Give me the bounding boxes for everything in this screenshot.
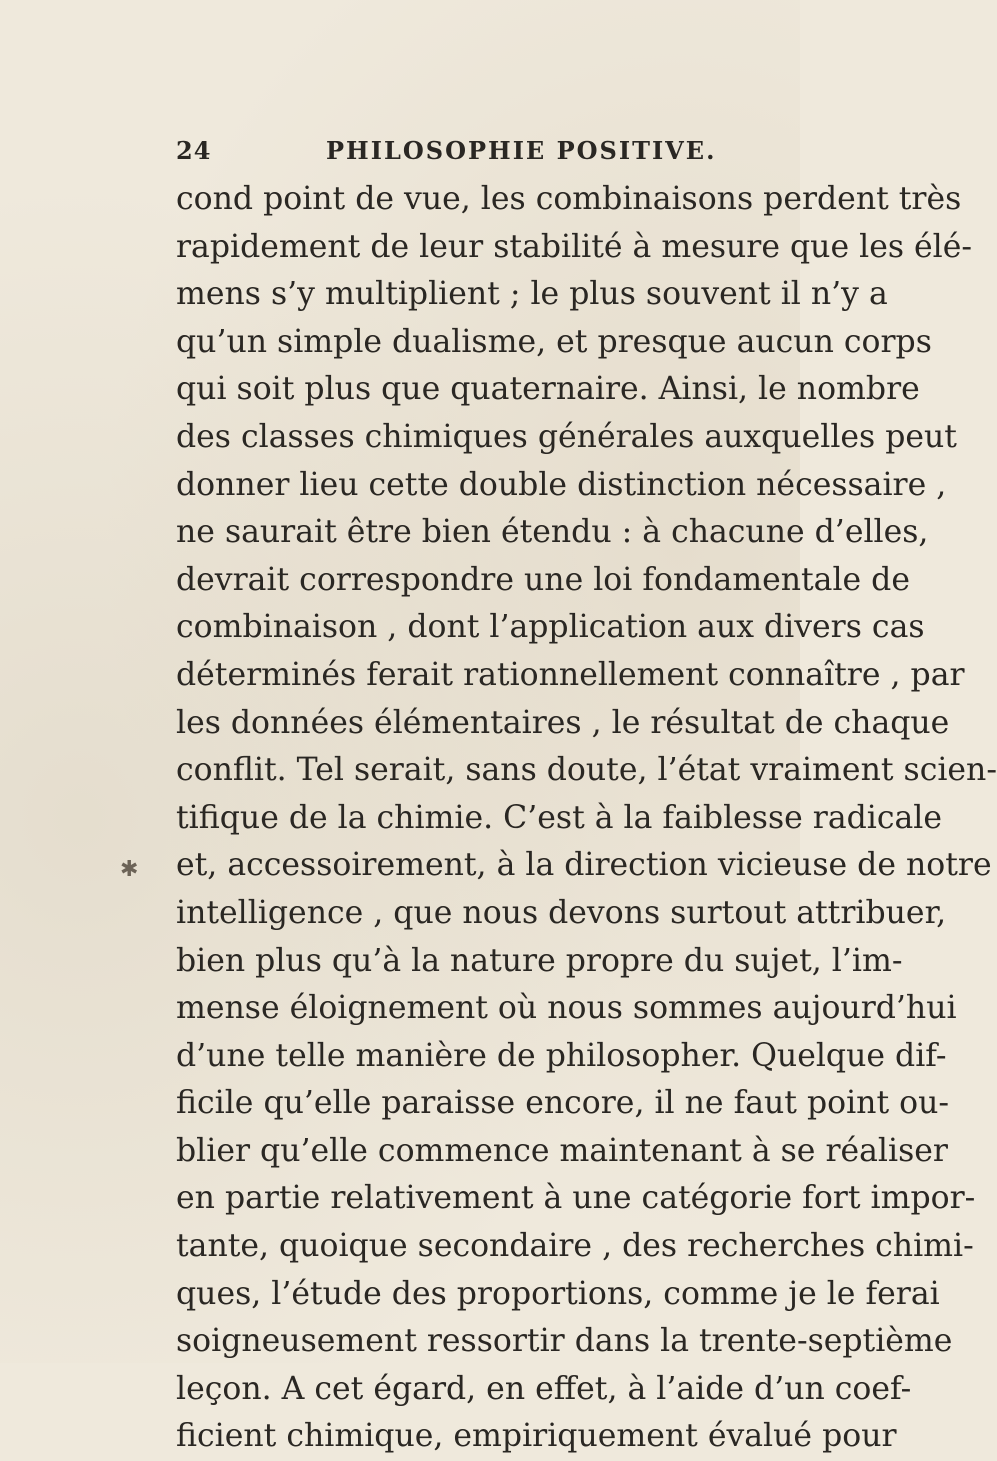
- text-line: ne saurait être bien étendu : à chacune d’elles,: [176, 514, 929, 551]
- text-line: tante, quoique secondaire , des recherches chimi-: [176, 1228, 974, 1265]
- text-line: conflit. Tel serait, sans doute, l’état vraiment scien-: [176, 752, 997, 789]
- text-line: des classes chimiques générales auxquelles peut: [176, 418, 957, 455]
- text-line: devrait correspondre une loi fondamentale de: [176, 561, 910, 598]
- text-line: ficile qu’elle paraisse encore, il ne faut point ou-: [176, 1085, 950, 1122]
- text-line: mens s’y multiplient ; le plus souvent il n’y a: [176, 276, 888, 313]
- text-line: d’une telle manière de philosopher. Quelque dif-: [176, 1037, 947, 1074]
- text-line: rapidement de leur stabilité à mesure que les élé-: [176, 228, 973, 265]
- running-head: [176, 136, 736, 172]
- text-line: mense éloignement où nous sommes aujourd’hui: [176, 990, 957, 1027]
- text-line: en partie relativement à une catégorie fort impor-: [176, 1180, 976, 1217]
- page-number: 24: [176, 136, 212, 165]
- text-line: combinaison , dont l’application aux divers cas: [176, 609, 925, 646]
- text-line: déterminés ferait rationnellement connaître , par: [176, 656, 965, 693]
- text-line: qu’un simple dualisme, et presque aucun corps: [176, 323, 932, 360]
- text-line: et, accessoirement, à la direction vicieuse de notre: [176, 847, 992, 884]
- text-line: cond point de vue, les combinaisons perdent très: [176, 181, 962, 217]
- text-line: ques, l’étude des proportions, comme je le ferai: [176, 1275, 940, 1312]
- text-line: ficient chimique, empiriquement évalué pour: [176, 1418, 897, 1455]
- text-line: intelligence , que nous devons surtout attribuer,: [176, 894, 947, 931]
- text-line: leçon. A cet égard, en effet, à l’aide d’un coef-: [176, 1370, 912, 1407]
- text-line: qui soit plus que quaternaire. Ainsi, le nombre: [176, 371, 920, 408]
- text-line: blier qu’elle commence maintenant à se réaliser: [176, 1132, 948, 1169]
- running-title: PHILOSOPHIE POSITIVE.: [326, 136, 717, 165]
- text-line: bien plus qu’à la nature propre du sujet, l’im-: [176, 942, 903, 979]
- margin-ink-mark: ✱: [120, 857, 139, 882]
- text-line: les données élémentaires , le résultat de chaque: [176, 704, 950, 741]
- text-line: tifique de la chimie. C’est à la faiblesse radicale: [176, 799, 942, 836]
- text-line: donner lieu cette double distinction nécessaire ,: [176, 466, 947, 503]
- text-line: soigneusement ressortir dans la trente-septième: [176, 1323, 953, 1360]
- body-text: [176, 176, 997, 1461]
